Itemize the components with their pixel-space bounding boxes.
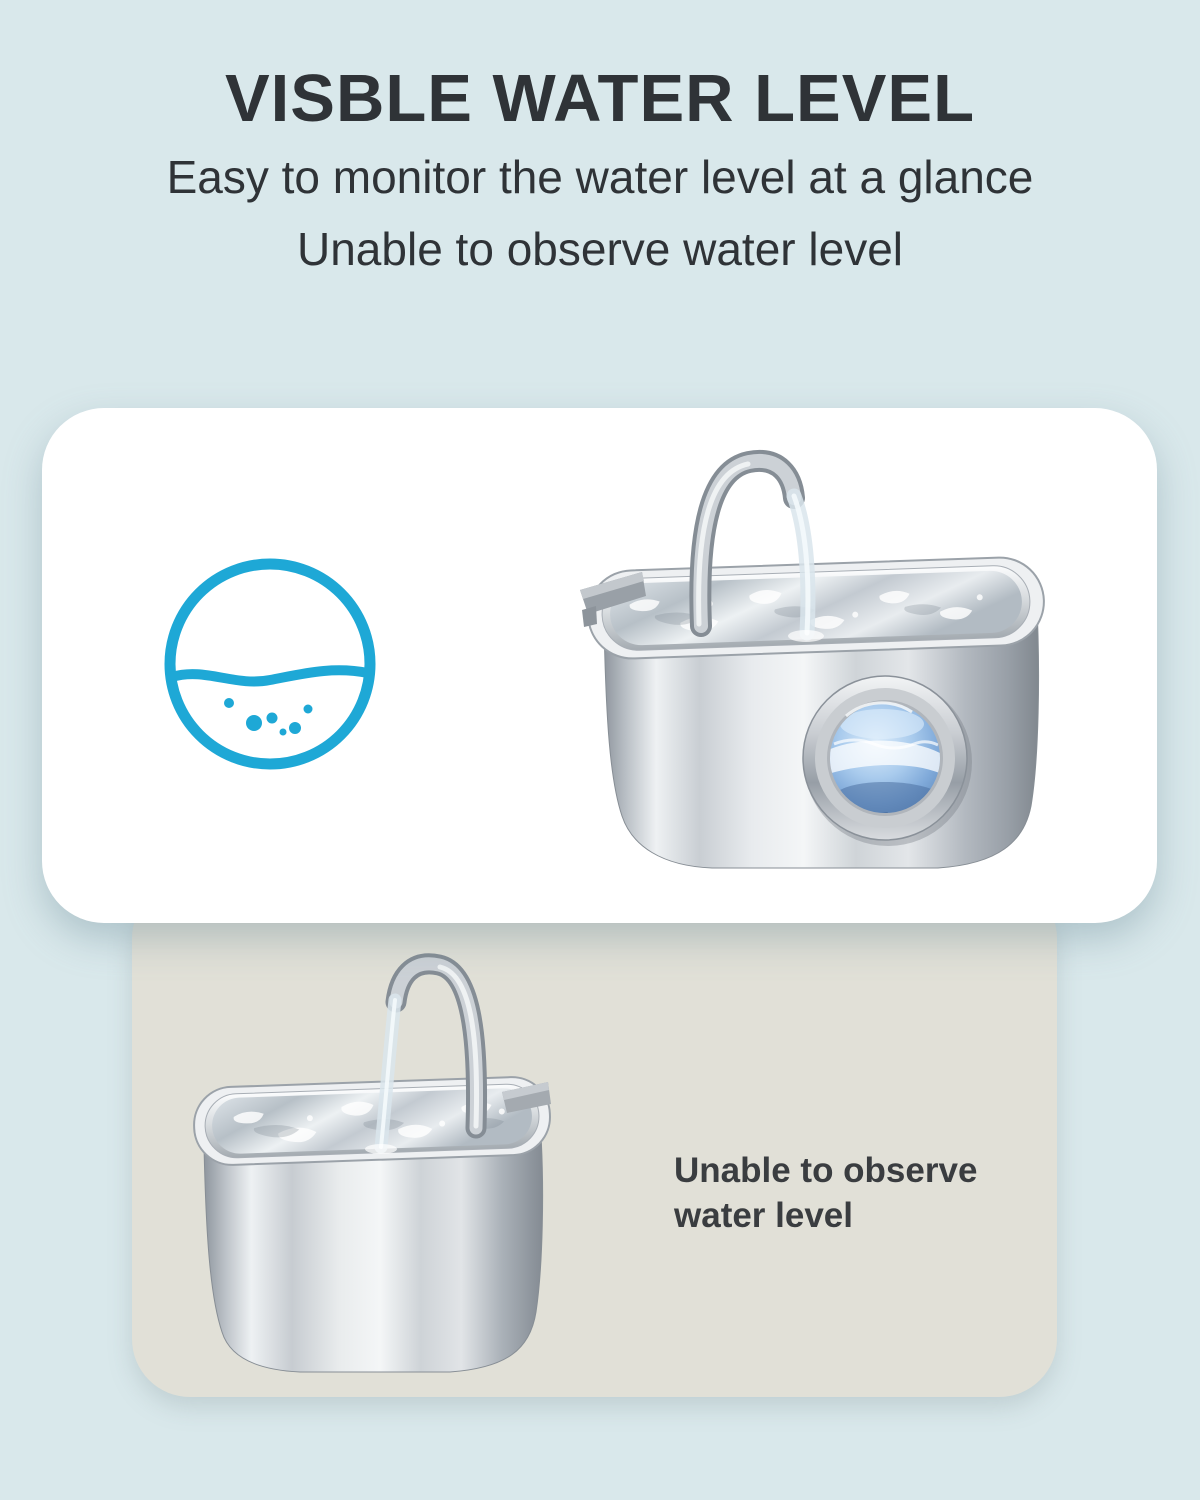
water-splash bbox=[788, 630, 824, 642]
wave-line bbox=[172, 670, 368, 681]
fountain-no-window-image bbox=[150, 940, 570, 1380]
no-window-card bbox=[132, 880, 1057, 1397]
header-block bbox=[0, 61, 1200, 278]
caption-line-2: water level bbox=[674, 1196, 853, 1235]
water-level-icon bbox=[160, 554, 380, 774]
subtitle-line-2: Unable to observe water level bbox=[297, 223, 903, 275]
caption-line-1: Unable to observe bbox=[674, 1151, 978, 1190]
bubbles bbox=[224, 698, 313, 736]
unable-caption bbox=[674, 1148, 1034, 1238]
subtitle-line-1: Easy to monitor the water level at a glance bbox=[166, 151, 1034, 203]
visible-water-card bbox=[42, 408, 1157, 923]
fountain-lid bbox=[587, 556, 1046, 660]
water-splash bbox=[365, 1144, 397, 1154]
page-title: VISBLE WATER LEVEL bbox=[224, 61, 976, 136]
fountain-body bbox=[204, 1136, 543, 1372]
fountain-with-window-image bbox=[560, 428, 1080, 898]
